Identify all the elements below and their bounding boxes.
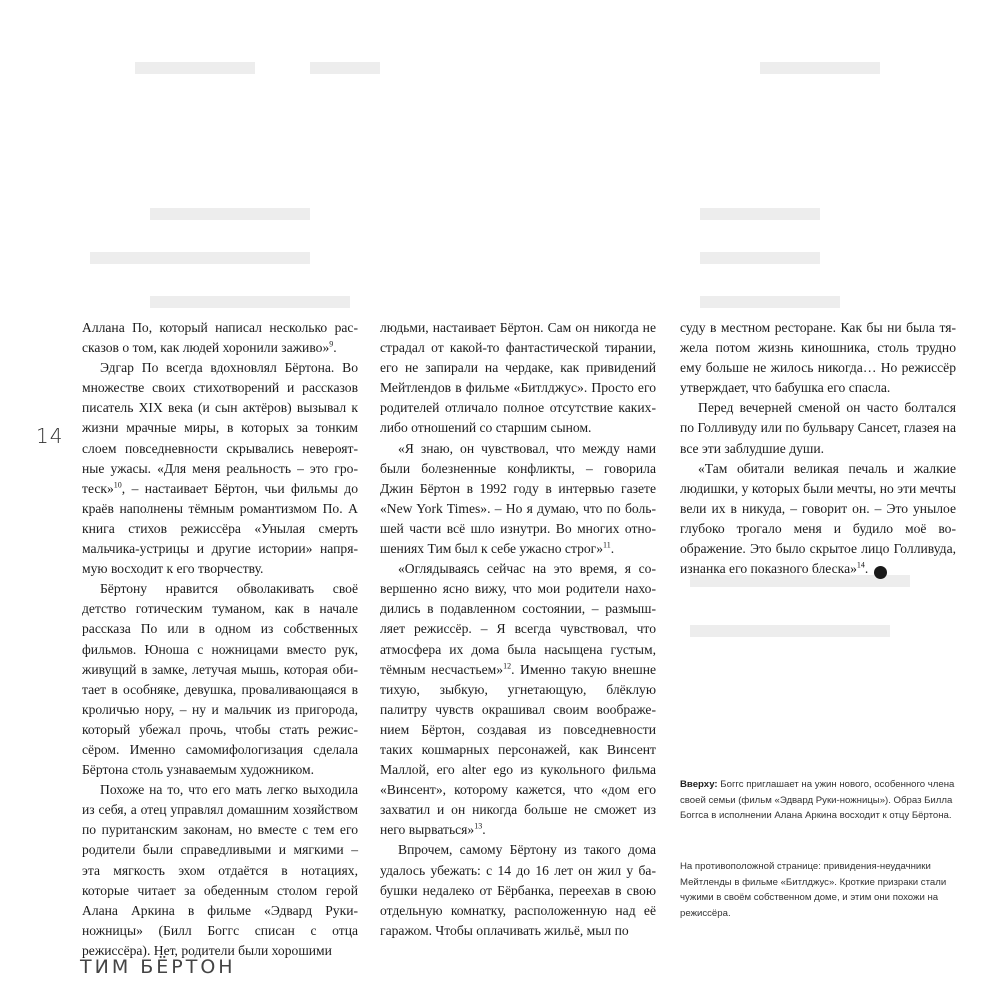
- page-number: 14: [36, 424, 64, 448]
- paragraph: Впрочем, самому Бёртону из такого дома удалось убежать: с 14 до 16 лет он жил у бабушки недалеко от Бёрбанка, переехав в свою отдельную комнатку, расположенную над её гаражом. Чтобы оплачивать жильё, мыл по: [380, 842, 656, 938]
- footnote-ref: 10: [113, 480, 122, 490]
- caption-text: Боггс приглашает на ужин нового, особенного члена своей семьи (фильм «Эдвард Руки-ножницы»). Образ Билла Боггса в исполнении Алана Аркина восходит к отцу Бёртона.: [680, 779, 955, 821]
- text-column-1: [82, 318, 358, 961]
- paragraph: Бёртону нравится обволакивать своё детство готическим туманом, как в начале рассказа По или в одном из собственных фильмов. Юноша с ножницами вместо рук, живущий в замке, летучая мышь, которая обитает в особняке, девушка, проваливающаяся в кроличью нору, – ну и мальчик из пригорода, который убежал прочь, чтобы стать режиссёром. Именно самомифологизация сделала Бёртона столь узнаваемым художником.: [82, 581, 358, 778]
- paragraph-text: «Я знаю, он чувствовал, что между нами были болезненные конфликты, – говорила Джин Бёртон в 1992 году в интервью газете «New York Times». – Но я думаю, что по большей части всё шло изнутри. Во многих отношениях Тим был к себе ужасно строг»: [380, 440, 656, 557]
- paragraph-text: Эдгар По всегда вдохновлял Бёртона. Во множестве своих стихотворений и рассказов писатель XIX века (и сын актёров) вызывал к жизни мрачные миры, в которых за тонким слоем повседневности скрывались невероятные ужасы. «Для меня реальность – это гротеск»: [82, 360, 358, 496]
- footnote-ref: 13: [474, 821, 483, 831]
- paragraph-text: Аллана По, который написал несколько рассказов о том, как людей хоронили заживо»: [82, 320, 358, 356]
- running-head: ТИМ БЁРТОН: [80, 956, 236, 978]
- paragraph: Похоже на то, что его мать легко выходила из себя, а отец управлял домашним хозяйством по пуританским законам, но вместе с тем его родители были справедливыми и мягкими – эта мягкость эхом отдаётся в нотациях, которые читает за обеденным столом герой Алана Аркина в фильме «Эдвард Руки-ножницы» (Билл Боггс списан с отца режиссёра). Нет, родители были хорошими: [82, 782, 358, 958]
- image-caption-top: [680, 777, 960, 824]
- caption-lead: Вверху:: [680, 779, 718, 790]
- paragraph: «Я знаю, он чувствовал, что между нами были болезненные конфликты, – говорила Джин Бёртон в 1992 году в интервью газете «New York Times». – Но я думаю, что по большей части всё шло изнутри. Во многих отношениях Тим был к себе ужасно строг»$^{11}$.: [380, 440, 656, 557]
- footnote-ref: 14: [856, 560, 865, 570]
- paragraph-text: «Оглядываясь сейчас на это время, я совершенно ясно вижу, что мои родители находились в подавленном состоянии, – размышляет режиссёр. – Я всегда чувствовал, что атмосфера их дома была насыщена густым, тёмным несчастьем»: [380, 561, 656, 677]
- end-mark-icon: ✪: [874, 566, 887, 579]
- footnote-ref: 12: [503, 661, 512, 671]
- paragraph-text: , – настаивает Бёртон, чьи фильмы до краёв наполнены тёмным романтизмом По. А книга стихов режиссёра «Унылая смерть мальчика-устрицы и другие истории» напрямую восходит к его творчеству.: [82, 480, 358, 577]
- paragraph: «Оглядываясь сейчас на это время, я совершенно ясно вижу, что мои родители находились в подавленном состоянии, – размышляет режиссёр. – Я всегда чувствовал, что атмосфера их дома была насыщена густым, тёмным несчастьем»$^{12}$. Именно такую внешне тихую, зыбкую, угнетающую, блёклую палитру чувств окрашивал своим воображением Бёртон, создавая из повседневности таких кошмарных персонажей, как Винсент Маллой, его alter ego из кукольного фильма «Винсент», которому кажется, что «дом его захватил и он никогда больше не сможет из него вырваться»$^{13}$.: [380, 561, 657, 838]
- caption-text: На противоположной странице: привидения-неудачники Мейтленды в фильме «Битлджус». Кроткие призраки стали чужими в своём собственном доме, и этим они похожи на режиссёра.: [680, 861, 947, 919]
- paragraph: [82, 358, 358, 579]
- paragraph: Аллана По, который написал несколько рассказов о том, как людей хоронили заживо»$^9$.: [82, 320, 358, 356]
- paragraph-text: . Именно такую внешне тихую, зыбкую, угнетающую, блёклую палитру чувств окрашивал своим воображением Бёртон, создавая из повседневности таких кошмарных персонажей, как Винсент Маллой, его alter ego из кукольного фильма «Винсент», которому кажется, что «дом его захватил и он никогда больше не сможет из него вырваться»: [380, 661, 657, 838]
- paragraph: «Там обитали великая печаль и жалкие людишки, у которых были мечты, но эти мечты вели их в никуда, – говорит он. – Это унылое глубоко трогало меня и будило моё воображение. Это было скрытое лицо Голливуда, изнанка его показного блеска»$^{14}$. ✪: [680, 460, 956, 578]
- paragraph: суду в местном ресторане. Как бы ни была тяжела потом жизнь киношника, столь трудно ему больше не жилось никогда… Но режиссёр утверждает, что бабушка его спасла.: [680, 320, 956, 396]
- paragraph: людьми, настаивает Бёртон. Сам он никогда не страдал от какой-то фантастической тирании, его не запирали на чердаке, как привидений Мейтлендов в фильме «Битлджус». Просто его родителей отличало полное отсутствие каких-либо отношений со старшим сыном.: [380, 320, 656, 436]
- text-column-3: [680, 318, 956, 579]
- footnote-ref: 9: [329, 339, 334, 349]
- image-caption-opposite: [680, 859, 960, 921]
- paragraph-text: «Там обитали великая печаль и жалкие людишки, у которых были мечты, но эти мечты вели их в никуда, – говорит он. – Это унылое глубоко трогало меня и будило моё воображение. Это было скрытое лицо Голливуда, изнанка его показного блеска»: [680, 460, 956, 577]
- text-column-2: [380, 318, 656, 941]
- footnote-ref: 11: [603, 540, 611, 550]
- paragraph: Перед вечерней сменой он часто болтался по Голливуду или по бульвару Сансет, глазея на все эти заблудшие души.: [680, 400, 956, 456]
